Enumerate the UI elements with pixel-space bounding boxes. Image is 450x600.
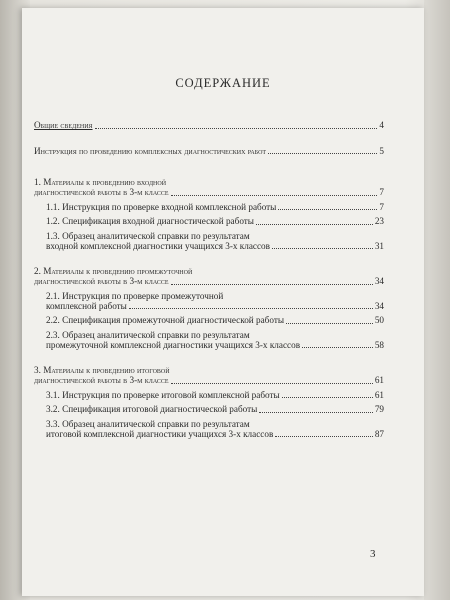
toc-entry-3-3-line1: 3.3. Образец аналитической справки по результатам <box>46 418 250 429</box>
toc-entry-general: Общие сведения 4 <box>34 120 384 130</box>
toc-entry-2-3-line1: 2.3. Образец аналитической справки по результатам <box>46 329 250 340</box>
page-number: 3 <box>370 548 376 560</box>
toc-entry-1-line1: 1. Материалы к проведению входной <box>34 177 167 187</box>
toc-entry-1-3-line1: 1.3. Образец аналитической справки по результатам <box>46 230 250 241</box>
toc-entry-2-2: 2.2. Спецификация промежуточной диагностической работы 50 <box>46 315 384 325</box>
toc-entry-3-2: 3.2. Спецификация итоговой диагностической работы 79 <box>46 404 384 414</box>
page-title: СОДЕРЖАНИЕ <box>175 76 271 90</box>
toc-entry-2-1-line1: 2.1. Инструкция по проверке промежуточной <box>46 290 224 301</box>
toc-entry-3-3: итоговой комплексной диагностики учащихся 3-х классов 87 <box>46 428 384 439</box>
document-page <box>22 8 424 596</box>
toc-entry-3-line1: 3. Материалы к проведению итоговой <box>34 365 170 375</box>
toc-entry-2-line1: 2. Материалы к проведению промежуточной <box>34 266 193 276</box>
toc-entry-1-1: 1.1. Инструкция по проверке входной комплексной работы 7 <box>46 201 384 212</box>
toc-entry-3-1: 3.1. Инструкция по проверке итоговой комплексной работы 61 <box>46 389 384 400</box>
toc-entry-2-3: промежуточной комплексной диагностики учащихся 3-х классов 58 <box>46 339 384 350</box>
toc-entry-2-1: комплексной работы 34 <box>46 300 384 311</box>
toc-entry-1: диагностической работы в 3-м классе 7 <box>34 187 384 197</box>
toc-entry-3: диагностической работы в 3-м классе 61 <box>34 375 384 385</box>
toc-entry-1-3: входной комплексной диагностики учащихся 3-х классов 31 <box>46 240 384 251</box>
toc-section-3 <box>34 365 384 440</box>
toc-section-2 <box>34 266 384 351</box>
toc-entry-instruction: Инструкция по проведению комплексных диагностических работ 5 <box>34 145 384 156</box>
toc-entry-1-2: 1.2. Спецификация входной диагностической работы 23 <box>46 216 384 226</box>
background-surface <box>424 0 450 600</box>
table-of-contents <box>34 108 384 440</box>
toc-section-1 <box>34 177 384 252</box>
toc-entry-2: диагностической работы в 3-м классе 34 <box>34 276 384 286</box>
